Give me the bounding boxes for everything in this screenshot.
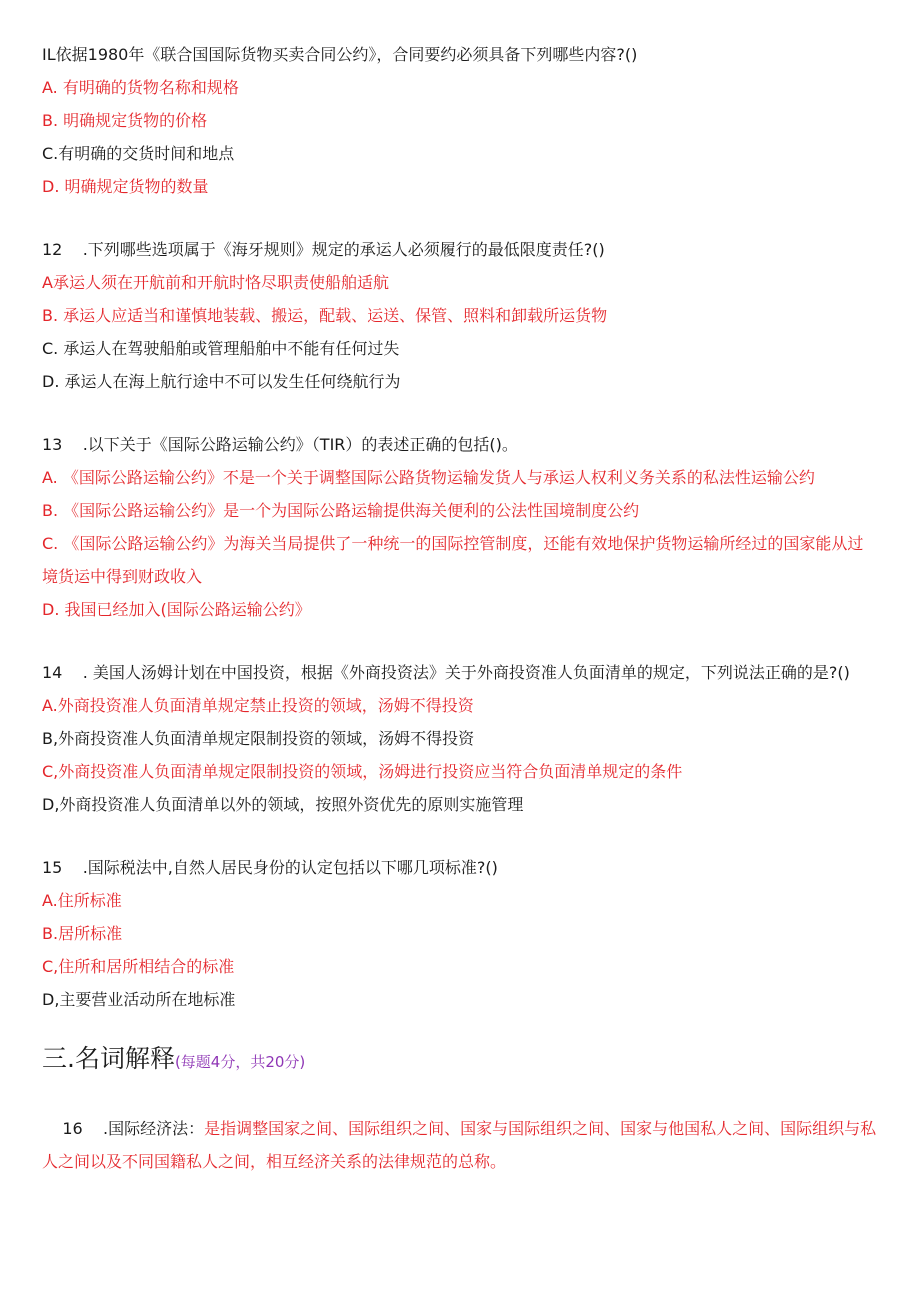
- option-a: A.外商投资准人负面清单规定禁止投资的领域，汤姆不得投资: [42, 696, 474, 715]
- question-12: [42, 233, 878, 398]
- question-stem: 14 . 美国人汤姆计划在中国投资，根据《外商投资法》关于外商投资准人负面清单的规定，下列说法正确的是?(): [42, 663, 850, 682]
- option-b: B,外商投资准人负面清单规定限制投资的领域，汤姆不得投资: [42, 729, 475, 748]
- definition-answer: 是指调整国家之间、国际组织之间、国家与国际组织之间、国家与他国私人之间、国际组织与私人之间以及不同国籍私人之间，相互经济关系的法律规范的总称。: [42, 1119, 877, 1171]
- section-score-note: (每题4分，共20分): [174, 1053, 306, 1071]
- option-a: A.住所标准: [42, 891, 122, 910]
- question-11: [42, 38, 878, 203]
- option-c: C,住所和居所相结合的标准: [42, 957, 235, 976]
- question-stem: IL依据1980年《联合国国际货物买卖合同公约》，合同要约必须具备下列哪些内容?(): [42, 45, 638, 64]
- option-c: C.有明确的交货时间和地点: [42, 144, 235, 163]
- option-a: A承运人须在开航前和开航时恪尽职责使船舶适航: [42, 273, 389, 292]
- question-14: [42, 656, 878, 821]
- option-c: C. 《国际公路运输公约》为海关当局提供了一种统一的国际控管制度，还能有效地保护货物运输所经过的国家能从过境货运中得到财政收入: [42, 534, 864, 586]
- option-d: D,外商投资准人负面清单以外的领域，按照外资优先的原则实施管理: [42, 795, 524, 814]
- question-13: [42, 428, 878, 626]
- option-c: C. 承运人在驾驶船舶或管理船舶中不能有任何过失: [42, 339, 400, 358]
- option-d: D. 承运人在海上航行途中不可以发生任何绕航行为: [42, 372, 401, 391]
- question-stem: 12 .下列哪些选项属于《海牙规则》规定的承运人必须履行的最低限度责任?(): [42, 240, 605, 259]
- option-c: C,外商投资准人负面清单规定限制投资的领域，汤姆进行投资应当符合负面清单规定的条件: [42, 762, 683, 781]
- question-stem: 13 .以下关于《国际公路运输公约》（TIR）的表述正确的包括()。: [42, 435, 518, 454]
- definition-16: [42, 1079, 878, 1211]
- question-15: [42, 851, 878, 1016]
- option-b: B.居所标准: [42, 924, 123, 943]
- option-b: B. 明确规定货物的价格: [42, 111, 208, 130]
- section-heading: [42, 1042, 878, 1079]
- option-b: B. 承运人应适当和谨慎地装载、搬运，配载、运送、保管、照料和卸载所运货物: [42, 306, 608, 325]
- option-d: D,主要营业活动所在地标准: [42, 990, 236, 1009]
- option-b: B. 《国际公路运输公约》是一个为国际公路运输提供海关便利的公法性国境制度公约: [42, 501, 640, 520]
- option-d: D. 我国已经加入(国际公路运输公约》: [42, 600, 311, 619]
- option-d: D. 明确规定货物的数量: [42, 177, 209, 196]
- definition-term: 16 .国际经济法：: [62, 1119, 205, 1138]
- question-stem: 15 .国际税法中,自然人居民身份的认定包括以下哪几项标准?(): [42, 858, 498, 877]
- option-a: A. 《国际公路运输公约》不是一个关于调整国际公路货物运输发货人与承运人权利义务关系的私法性运输公约: [42, 468, 815, 487]
- section-title: 三.名词解释: [42, 1044, 175, 1073]
- option-a: A. 有明确的货物名称和规格: [42, 78, 239, 97]
